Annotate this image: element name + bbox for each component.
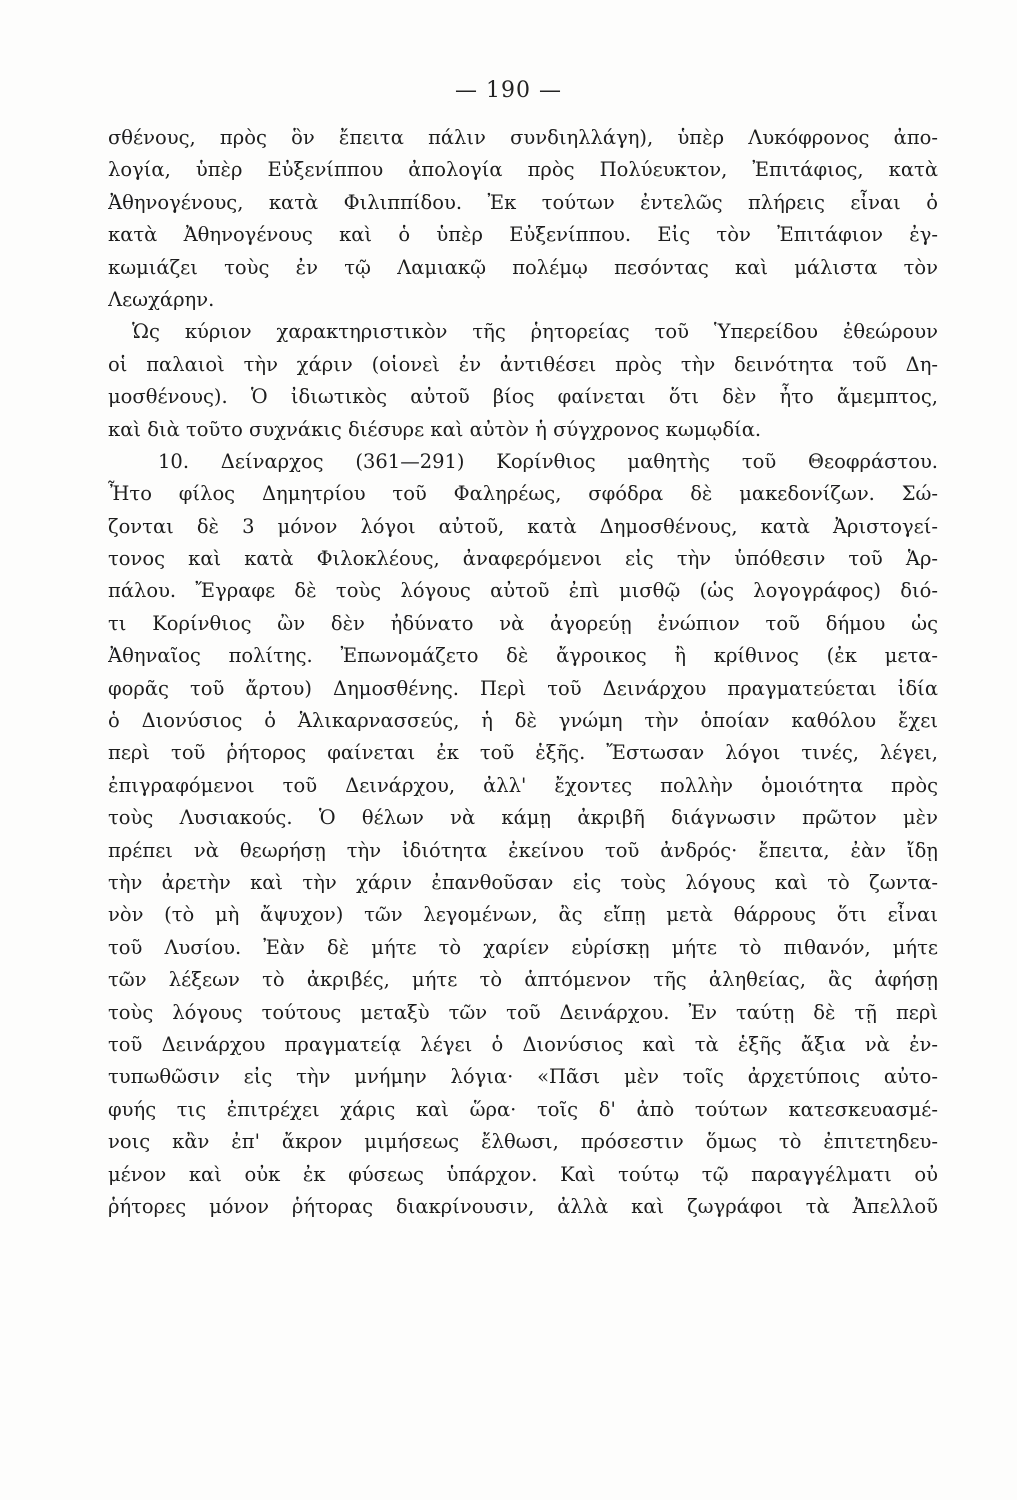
text-line: κατὰ Ἀθηνογένους καὶ ὁ ὑπὲρ Εὐξενίππου. Εἰς τὸν Ἐπιτάφιον ἐγ- [108,223,938,247]
text-line: Λεωχάρην. [108,287,215,311]
text-line: Ἀθηνογένους, κατὰ Φιλιππίδου. Ἐκ τούτων ἐντελῶς πλήρεις εἶναι ὁ [108,190,938,214]
text-line: κωμιάζει τοὺς ἐν τῷ Λαμιακῷ πολέμῳ πεσόντας καὶ μάλιστα τὸν [108,255,938,279]
text-line: μοσθένους). Ὁ ἰδιωτικὸς αὐτοῦ βίος φαίνεται ὅτι δὲν ἦτο ἄμεμπτος, [108,385,938,409]
text-line: σθένους, πρὸς ὃν ἔπειτα πάλιν συνδιηλλάγη), ὑπὲρ Λυκόφρονος ἀπο- [108,126,938,149]
text-line: νοις κἂν ἐπ' ἄκρον μιμήσεως ἔλθωσι, πρόσεστιν ὅμως τὸ ἐπιτετηδευ- [108,1130,938,1154]
text-line: φυής τις ἐπιτρέχει χάρις καὶ ὥρα· τοῖς δ' ἀπὸ τούτων κατεσκευασμέ- [108,1097,938,1121]
section-heading-line: 10. Δείναρχος (361—291) Κορίνθιος μαθητὴς τοῦ Θεοφράστου. [158,449,938,473]
text-line: φορᾶς τοῦ ἄρτου) Δημοσθένης. Περὶ τοῦ Δεινάρχου πραγματεύεται ἰδία [108,676,938,700]
text-line: Ἀθηναῖος πολίτης. Ἐπωνομάζετο δὲ ἄγροικος ἢ κρίθινος (ἐκ μετα- [108,644,938,668]
text-line: περὶ τοῦ ῥήτορος φαίνεται ἐκ τοῦ ἑξῆς. Ἔστωσαν λόγοι τινές, λέγει, [108,741,938,765]
text-line: τοὺς Λυσιακούς. Ὁ θέλων νὰ κάμῃ ἀκριβῆ διάγνωσιν πρῶτον μὲν [108,806,938,830]
body-text [108,122,938,1223]
text-line: τι Κορίνθιος ὢν δὲν ἠδύνατο νὰ ἀγορεύῃ ἐνώπιον τοῦ δήμου ὡς [108,611,938,635]
text-line: Ἦτο φίλος Δημητρίου τοῦ Φαληρέως, σφόδρα δὲ μακεδονίζων. Σώ- [108,482,938,506]
text-line: τῶν λέξεων τὸ ἀκριβές, μήτε τὸ ἁπτόμενον τῆς ἀληθείας, ἂς ἀφήσῃ [108,968,938,992]
text-line: ῥήτορες μόνον ῥήτορας διακρίνουσιν, ἀλλὰ καὶ ζωγράφοι τὰ Ἀπελλοῦ [108,1194,938,1218]
text-line: τοὺς λόγους τούτους μεταξὺ τῶν τοῦ Δεινάρχου. Ἐν ταύτῃ δὲ τῇ περὶ [108,1000,938,1024]
text-line: νὸν (τὸ μὴ ἄψυχον) τῶν λεγομένων, ἂς εἴπῃ μετὰ θάρρους ὅτι εἶναι [108,903,938,927]
text-line: λογία, ὑπὲρ Εὐξενίππου ἀπολογία πρὸς Πολύευκτον, Ἐπιτάφιος, κατὰ [108,158,938,182]
text-line: τοῦ Δεινάρχου πραγματείᾳ λέγει ὁ Διονύσιος καὶ τὰ ἑξῆς ἄξια νὰ ἐν- [108,1032,938,1056]
text-line: πρέπει νὰ θεωρήσῃ τὴν ἰδιότητα ἐκείνου τοῦ ἀνδρός· ἔπειτα, ἐὰν ἴδῃ [108,838,938,862]
text-line: ζονται δὲ 3 μόνον λόγοι αὐτοῦ, κατὰ Δημοσθένους, κατὰ Ἀριστογεί- [108,514,938,538]
text-line: τυπωθῶσιν εἰς τὴν μνήμην λόγια· «Πᾶσι μὲν τοῖς ἀρχετύποις αὐτο- [108,1065,938,1089]
text-line: οἱ παλαιοὶ τὴν χάριν (οἱονεὶ ἐν ἀντιθέσει πρὸς τὴν δεινότητα τοῦ Δη- [108,352,938,376]
page-number: — 190 — [455,78,562,103]
text-line: ὁ Διονύσιος ὁ Ἁλικαρνασσεύς, ἡ δὲ γνώμη τὴν ὁποίαν καθόλου ἔχει [108,709,938,733]
text-line: τὴν ἀρετὴν καὶ τὴν χάριν ἐπανθοῦσαν εἰς τοὺς λόγους καὶ τὸ ζωντα- [108,870,938,894]
text-line: μένον καὶ οὐκ ἐκ φύσεως ὑπάρχον. Καὶ τούτῳ τῷ παραγγέλματι οὐ [108,1162,938,1186]
text-line: πάλου. Ἔγραφε δὲ τοὺς λόγους αὐτοῦ ἐπὶ μισθῷ (ὡς λογογράφος) διό- [108,579,938,603]
text-line: Ὡς κύριον χαρακτηριστικὸν τῆς ῥητορείας τοῦ Ὑπερείδου ἐθεώρουν [132,320,938,344]
text-line: καὶ διὰ τοῦτο συχνάκις διέσυρε καὶ αὐτὸν ἡ σύγχρονος κωμῳδία. [108,417,762,441]
text-line: τονος καὶ κατὰ Φιλοκλέους, ἀναφερόμενοι εἰς τὴν ὑπόθεσιν τοῦ Ἁρ- [108,547,938,571]
text-line: τοῦ Λυσίου. Ἐὰν δὲ μήτε τὸ χαρίεν εὑρίσκῃ μήτε τὸ πιθανόν, μήτε [108,935,938,959]
text-line: ἐπιγραφόμενοι τοῦ Δεινάρχου, ἀλλ' ἔχοντες πολλὴν ὁμοιότητα πρὸς [108,773,938,797]
